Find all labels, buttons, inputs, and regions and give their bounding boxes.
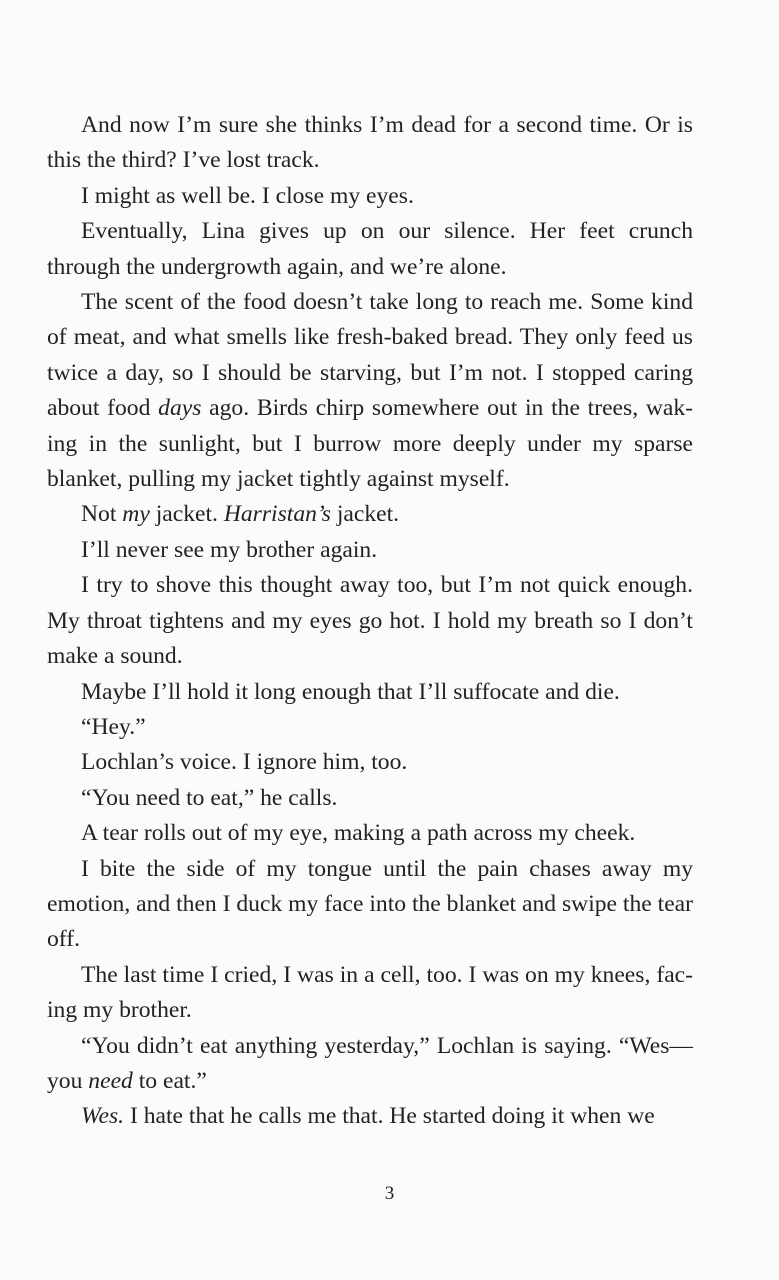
paragraph	[47, 497, 693, 532]
italic-text-run: my	[122, 501, 150, 528]
text-run: Lochlan’s voice. I ignore him, too.	[81, 749, 408, 776]
text-run: And now I’m sure she thinks I’m dead for a second time. Or is this the third? I’ve lost track.	[47, 112, 693, 174]
paragraph	[47, 745, 693, 780]
paragraph	[47, 214, 693, 285]
text-run: Not	[81, 501, 123, 528]
text-run: ago. Birds chirp somewhere out in the trees, waking in the sunlight, but I burrow more deeply under my sparse blanket, pulling my jacket tightly against myself.	[47, 395, 693, 493]
text-run: I’ll never see my brother again.	[81, 536, 378, 563]
paragraph	[47, 533, 693, 568]
text-run: “You didn’t eat anything yesterday,” Lochlan is saying. “Wes— you	[47, 1032, 693, 1094]
text-run: Maybe I’ll hold it long enough that I’ll suffocate and die.	[81, 678, 620, 705]
italic-text-run: Wes.	[81, 1103, 125, 1130]
text-run: to eat.”	[132, 1067, 207, 1094]
text-run: A tear rolls out of my eye, making a path across my cheek.	[81, 820, 636, 847]
text-run: jacket.	[330, 501, 400, 528]
text-run: I hate that he calls me that. He started doing it when we	[124, 1103, 655, 1130]
paragraph	[47, 1029, 693, 1100]
text-run: Eventually, Lina gives up on our silence. Her feet crunch through the undergrowth again, and we’re alone.	[47, 218, 693, 280]
paragraph	[47, 852, 693, 958]
text-run: “You need to eat,” he calls.	[81, 784, 338, 811]
paragraph	[47, 675, 693, 710]
paragraph	[47, 285, 693, 497]
paragraph	[47, 781, 693, 816]
italic-text-run: Harristan’s	[223, 501, 331, 528]
italic-text-run: days	[158, 395, 202, 422]
paragraph	[47, 958, 693, 1029]
paragraph	[47, 568, 693, 674]
text-run: The scent of the food doesn’t take long to reach me. Some kind of meat, and what smells like fresh-baked bread. They only feed us twice a day, so I should be starving, but I’m not. I stopped caring about food	[47, 289, 693, 422]
paragraph	[47, 108, 693, 179]
text-run: I bite the side of my tongue until the pain chases away my emotion, and then I duck my face into the blanket and swipe the tear off.	[47, 855, 693, 953]
text-run: I try to shove this thought away too, but I’m not quick enough. My throat tightens and my eyes go hot. I hold my breath so I don’t make a sound.	[47, 572, 693, 670]
italic-text-run: need	[88, 1067, 133, 1094]
paragraph	[47, 179, 693, 214]
paragraph	[47, 1099, 693, 1134]
text-run: jacket.	[149, 501, 224, 528]
text-run: “Hey.”	[81, 713, 146, 740]
text-run: The last time I cried, I was in a cell, too. I was on my knees, facing my brother.	[47, 961, 693, 1024]
paragraph	[47, 816, 693, 851]
text-run: I might as well be. I close my eyes.	[81, 182, 414, 209]
body-text	[47, 108, 693, 1135]
page-number: 3	[384, 1183, 395, 1204]
paragraph	[47, 710, 693, 745]
